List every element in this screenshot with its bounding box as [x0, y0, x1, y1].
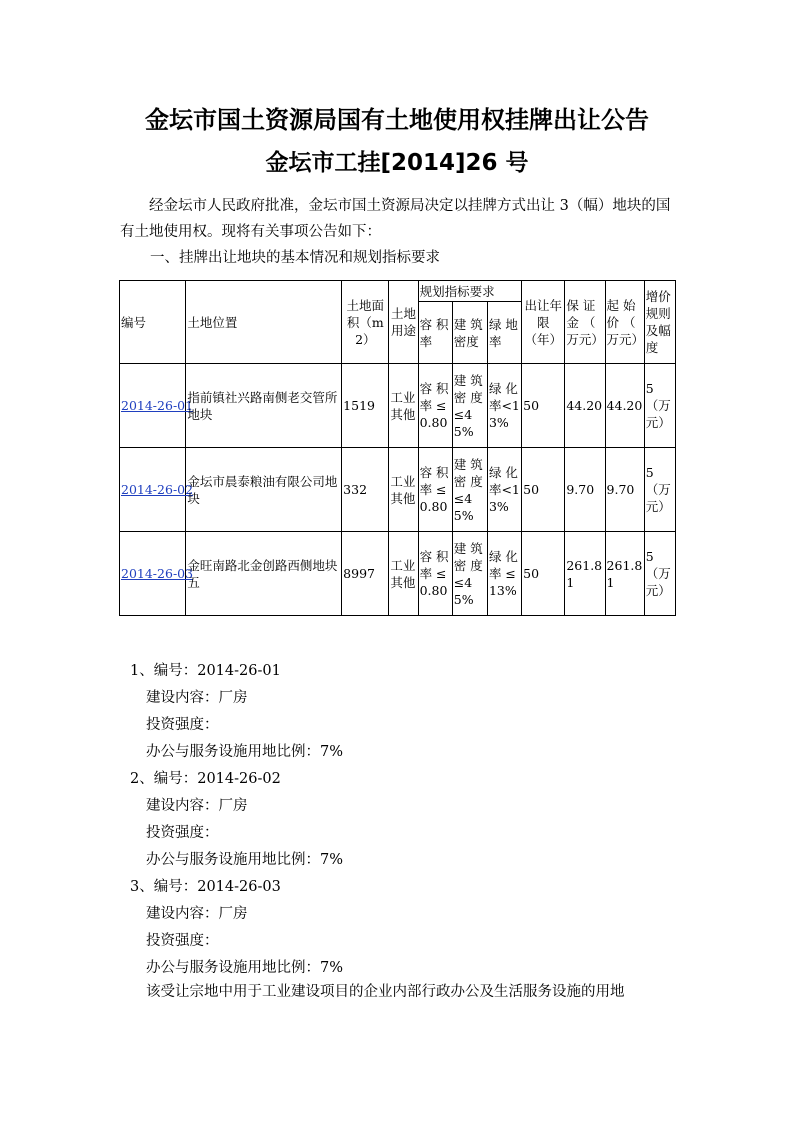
parcel-start-price: 44.20 [605, 364, 644, 448]
header-term: 出让年限（年） [522, 281, 565, 364]
parcel-deposit: 9.70 [565, 448, 605, 532]
parcel-use: 工业其他 [389, 448, 418, 532]
list-item [130, 766, 343, 874]
parcel-start-price: 261.81 [605, 532, 644, 616]
table-row [120, 364, 676, 448]
parcel-area: 1519 [342, 364, 389, 448]
list-item [130, 658, 343, 766]
parcel-far: 容 积率 ≤0.80 [418, 364, 452, 448]
parcel-details-list [130, 658, 343, 982]
parcel-location: 指前镇社兴路南侧老交管所地块 [186, 364, 342, 448]
parcel-area: 332 [342, 448, 389, 532]
header-area: 土地面积（m2） [342, 281, 389, 364]
document-number: 金坛市工挂[2014]26 号 [265, 150, 529, 176]
section-1-heading: 一、挂牌出让地块的基本情况和规划指标要求 [150, 250, 440, 266]
item-number: 3、编号：2014-26-03 [130, 879, 281, 895]
parcel-density: 建 筑密 度≤45% [452, 364, 487, 448]
parcel-deposit: 261.81 [565, 532, 605, 616]
item-number: 1、编号：2014-26-01 [130, 663, 281, 679]
parcel-increment: 5 （万元） [644, 532, 675, 616]
header-deposit: 保 证金 （ 万元） [565, 281, 605, 364]
item-content: 建设内容：厂房 [146, 690, 248, 706]
parcel-term: 50 [522, 364, 565, 448]
header-planning: 规划指标要求 [418, 281, 522, 302]
parcel-density: 建 筑密 度≤45% [452, 448, 487, 532]
parcel-far: 容 积率 ≤0.80 [418, 532, 452, 616]
parcel-green: 绿 化率<13% [487, 448, 521, 532]
header-location: 土地位置 [186, 281, 342, 364]
item-ratio: 办公与服务设施用地比例：7% [146, 852, 344, 868]
intro-paragraph: 经金坛市人民政府批准，金坛市国土资源局决定以挂牌方式出让 3（幅）地块的国有土地使用权。现将有关事项公告如下： [120, 198, 671, 240]
land-parcel-table [119, 280, 676, 616]
item-content: 建设内容：厂房 [146, 798, 248, 814]
parcel-area: 8997 [342, 532, 389, 616]
parcel-use: 工业其他 [389, 364, 418, 448]
parcel-use: 工业其他 [389, 532, 418, 616]
header-increment: 增价规则及幅度 [644, 281, 675, 364]
header-density: 建 筑密度 [452, 302, 487, 364]
parcel-far: 容 积率 ≤0.80 [418, 448, 452, 532]
table-row [120, 532, 676, 616]
table-row [120, 448, 676, 532]
header-start-price: 起 始价 （ 万元） [605, 281, 644, 364]
parcel-green: 绿 化率<13% [487, 364, 521, 448]
parcel-code-link[interactable]: 2014-26-02 [121, 482, 194, 497]
parcel-code-link[interactable]: 2014-26-01 [121, 398, 194, 413]
header-green: 绿 地率 [487, 302, 521, 364]
header-far: 容 积率 [418, 302, 452, 364]
parcel-location: 金坛市晨泰粮油有限公司地块 [186, 448, 342, 532]
item-content: 建设内容：厂房 [146, 906, 248, 922]
item-ratio: 办公与服务设施用地比例：7% [146, 744, 344, 760]
closing-note: 该受让宗地中用于工业建设项目的企业内部行政办公及生活服务设施的用地 [146, 984, 625, 1000]
item-intensity: 投资强度： [146, 933, 219, 949]
header-use: 土地用途 [389, 281, 418, 364]
list-item [130, 874, 343, 982]
item-intensity: 投资强度： [146, 825, 219, 841]
parcel-deposit: 44.20 [565, 364, 605, 448]
parcel-code-link[interactable]: 2014-26-03 [121, 566, 194, 581]
item-number: 2、编号：2014-26-02 [130, 771, 281, 787]
header-code: 编号 [120, 281, 186, 364]
parcel-green: 绿 化率 ≤13% [487, 532, 521, 616]
page-title: 金坛市国土资源局国有土地使用权挂牌出让公告 [145, 106, 649, 134]
parcel-density: 建 筑密 度≤45% [452, 532, 487, 616]
parcel-term: 50 [522, 448, 565, 532]
parcel-increment: 5 （万元） [644, 364, 675, 448]
parcel-location: 金旺南路北金创路西侧地块五 [186, 532, 342, 616]
parcel-term: 50 [522, 532, 565, 616]
parcel-increment: 5 （万元） [644, 448, 675, 532]
item-intensity: 投资强度： [146, 717, 219, 733]
parcel-start-price: 9.70 [605, 448, 644, 532]
item-ratio: 办公与服务设施用地比例：7% [146, 960, 344, 976]
